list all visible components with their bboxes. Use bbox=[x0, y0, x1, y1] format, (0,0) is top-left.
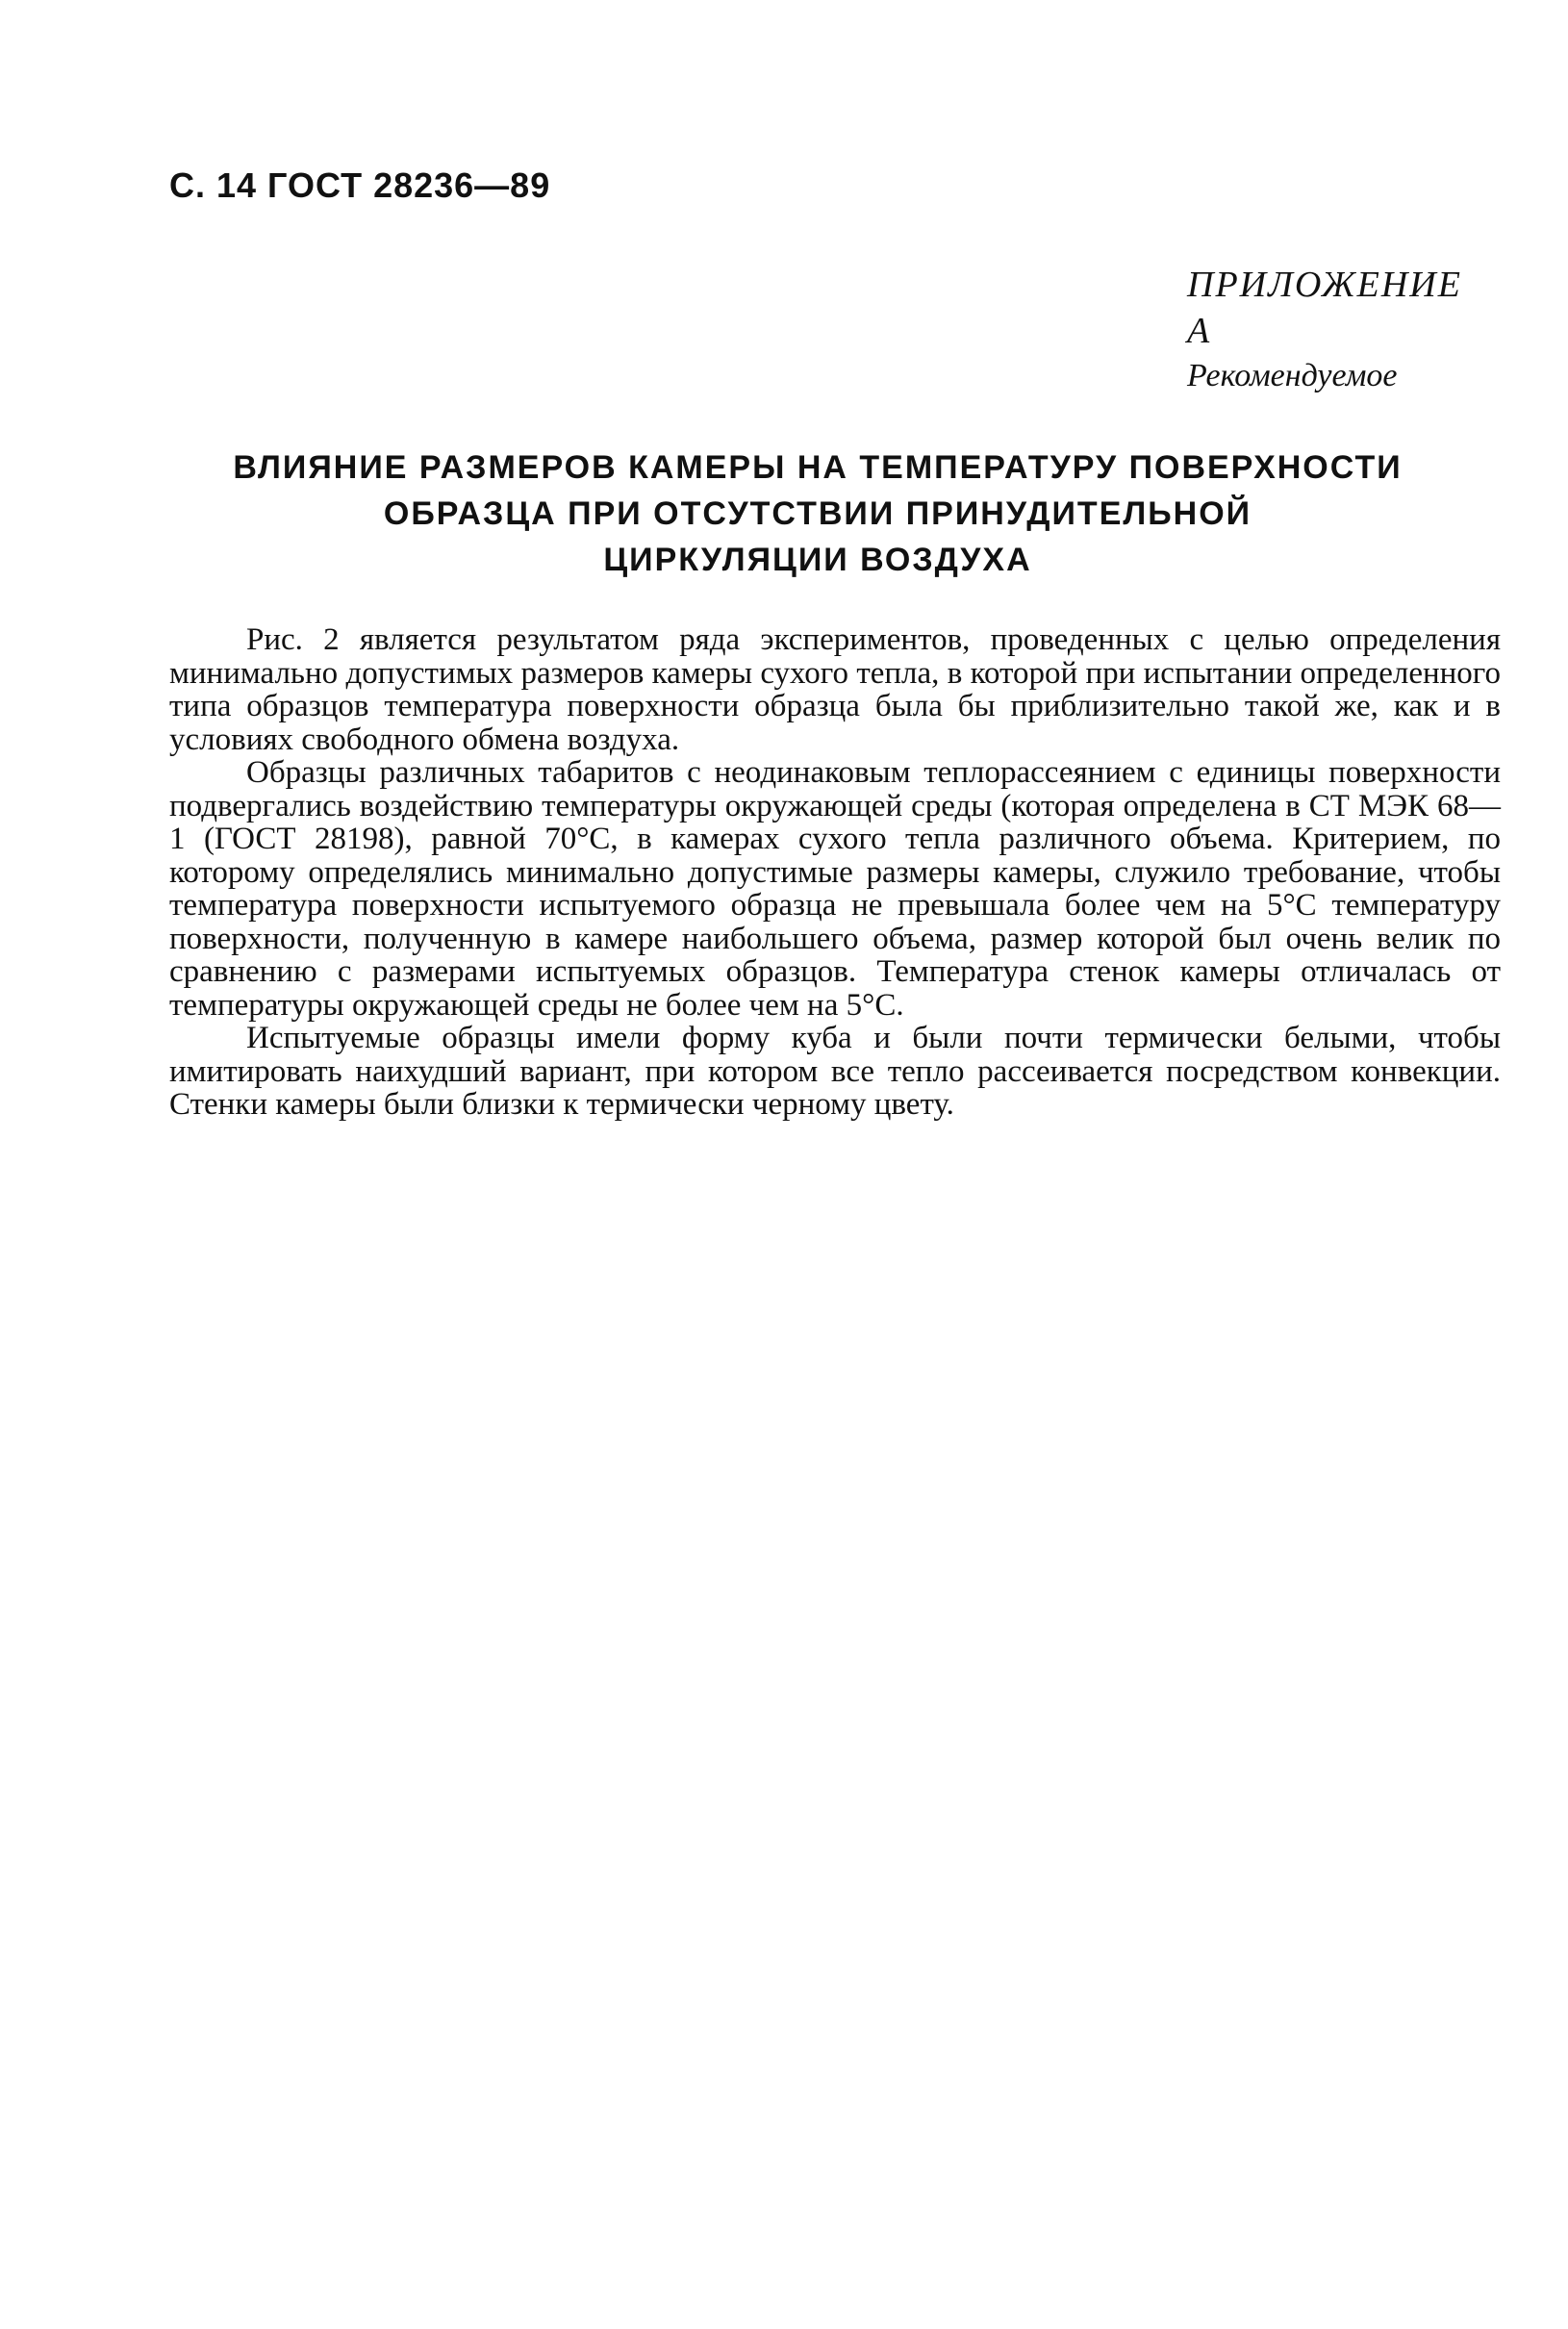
heading-line: ЦИРКУЛЯЦИИ ВОЗДУХА bbox=[603, 542, 1032, 578]
appendix-status: Рекомендуемое bbox=[1187, 358, 1398, 393]
appendix-label bbox=[1187, 262, 1476, 398]
section-heading bbox=[144, 444, 1491, 583]
paragraph: Рис. 2 является результатом ряда экспериментов, проведенных с целью определения минимально допустимых размеров камеры сухого тепла, в которой при испытании определенного типа образцов температура поверхности образца была бы приблизительно такой же, как и в условиях свободного обмена воздуха. bbox=[169, 622, 1501, 757]
body-text bbox=[169, 623, 1501, 1122]
paragraph: Испытуемые образцы имели форму куба и были почти термически белыми, чтобы имитировать наихудший вариант, при котором все тепло рассеивается посредством конвекции. Стенки камеры были близки к термически черному цвету. bbox=[169, 1021, 1501, 1122]
heading-line: ОБРАЗЦА ПРИ ОТСУТСТВИИ ПРИНУДИТЕЛЬНОЙ bbox=[383, 495, 1252, 532]
heading-line: ВЛИЯНИЕ РАЗМЕРОВ КАМЕРЫ НА ТЕМПЕРАТУРУ ПОВЕРХНОСТИ bbox=[233, 449, 1403, 486]
paragraph: Образцы различных табаритов с неодинаковым теплорассеянием с единицы поверхности подвергались воздействию температуры окружающей среды (которая определена в СТ МЭК 68—1 (ГОСТ 28198), равной 70°С, в камерах сухого тепла различного объема. Критерием, по которому определялись минимально допустимые размеры камеры, служило требование, чтобы температура поверхности испытуемого образца не превышала более чем на 5°С температуру поверхности, полученную в камере наибольшего объема, размер которой был очень велик по сравнению с размерами испытуемых образцов. Температура стенок камеры отличалась от температуры окружающей среды не более чем на 5°С. bbox=[169, 755, 1501, 1023]
appendix-title: ПРИЛОЖЕНИЕ А bbox=[1187, 265, 1462, 351]
running-head: С. 14 ГОСТ 28236—89 bbox=[169, 165, 551, 205]
